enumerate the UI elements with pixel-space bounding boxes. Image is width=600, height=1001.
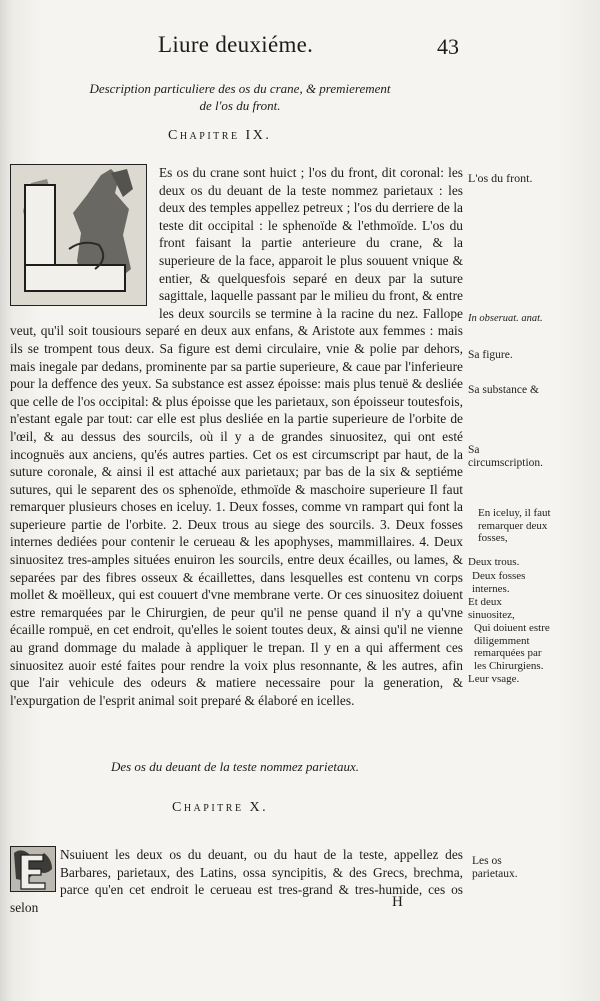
chapter-body (10, 164, 463, 709)
illuminated-initial-l (10, 164, 147, 306)
margin-note: En iceluy, il faut remarquer deux fosses, (478, 507, 551, 544)
section-heading-line-2: de l'os du front. (199, 98, 281, 113)
margin-note: Deux trous. (468, 556, 520, 568)
margin-note: Leur vsage. (468, 673, 520, 685)
margin-note: Les os parietaux. (472, 855, 518, 880)
illuminated-initial-e (10, 846, 56, 892)
section-heading (60, 80, 420, 114)
margin-note: L'os du front. (468, 171, 533, 185)
margin-note: Deux fosses internes. (472, 570, 526, 595)
margin-note: In obseruat. anat. (468, 313, 543, 324)
running-head (0, 32, 600, 62)
page-number: 43 (437, 34, 459, 59)
chapter-title-2: Chapitre X. (172, 800, 269, 815)
margin-note: Qui doiuent estre diligemment remarquées par les Chirurgiens. (474, 622, 550, 672)
margin-note: Sa circumscription. (468, 444, 544, 469)
chapter-title: Chapitre IX. (168, 128, 272, 143)
running-title: Liure deuxiéme. (158, 32, 314, 57)
margin-note: Et deux sinuositez, (468, 596, 515, 621)
margin-note: Sa substance & (468, 384, 539, 396)
section-heading-2-text: Des os du deuant de la teste nommez parietaux. (110, 759, 360, 774)
section-heading-line-1: Description particuliere des os du crane, & premierement (89, 81, 391, 96)
chapter-x-text: Nsuiuent les deux os du deuant, ou du haut de la teste, appellez des Barbares, parietaux, des Latins, ossa syncipitis, & des Grecs, brechma, parce qu'en cet endroit le cerueau est tres-grand & tres-humide, ces os selon (10, 847, 463, 915)
catchword: H (392, 894, 403, 910)
chapter-ix-text: Es os du crane sont huict ; l'os du front, dit coronal: les deux os du deuant de la teste nommez parietaux : les deux des temples appellez petreux ; l'os du derriere de la teste dit occipital : le sphenoïde & l'ethmoïde. L'os du front faisant la partie anterieure du crane, & la superieure de la face, apparoit le plus souuent vnique & entier, & quelquesfois separé en deux par la suture sagittale, laquelle passant par le milieu du front, & entre les deux sourcils se termine à la racine du nez. Fallope veut, qu'il soit tousiours separé en deux aux enfans, & Aristote aux femmes : mais ils se trompent tous deux. Sa figure est demi circulaire, vnie & polie par dehors, mais inegale par dedans, prominente par sa partie superieure, & caue par l'inferieure pour la deffence des yeux. Sa substance est assez époisse: mais plus tenuë & desliée que celle de l'os occipital: & plus époisse que les parietaux, son époisseur toutesfois, n'estant egale par tout: car elle est plus desliée en la partie superieure de l'orbite de l'œil, & au dessus des sourcils, où il y a de grandes sinuositez, qui ont esté incognuës aux anciens, qu'és autres parties. Cet os est circumscript par haut, de la suture coronale, & ainsi il est attaché aux parietaux; par bas de la six & septiéme sutures, qui le separent des os sphenoïde, ethmoïde & maschoire superieure Il faut remarquer plusieurs choses en iceluy. 1. Deux fosses, comme vn rampart qui font la superieure partie de l'orbite. 2. Deux trous au siege des sourcils. 3. Deux fosses internes dediées pour contenir le cerueau & les apophyses, mammillaires. 4. Deux sinuositez tres-amples situées enuiron les sourcils, entre deux écailles, ou lames, & separées par des fibres osseux & écaillettes, dans lesquelles est contenu vn corps mollet & moëlleux, qui est couuert d'vne membrane verte. Or ces sinuositez doiuent estre remarquées par le Chirurgien, de peur qu'il ne pense quand il n'y a qu'vne écaille rompuë, en cet endroit, qu'elles le soient toutes deux, & ainsi qu'il ne vienne au grand dommage du malade à appliquer le trepan. Il y en a qui afferment ces sinuositez auoir esté faites pour rendre la voix plus resonnante, & les autres, afin que l'air vehicule des odeurs & matiere necessaire pour la generation, & l'expurgation de l'esprit animal soit preparé & élaboré en icelles. (10, 165, 463, 708)
margin-note: Sa figure. (468, 349, 513, 361)
section-heading-2 (85, 758, 385, 775)
